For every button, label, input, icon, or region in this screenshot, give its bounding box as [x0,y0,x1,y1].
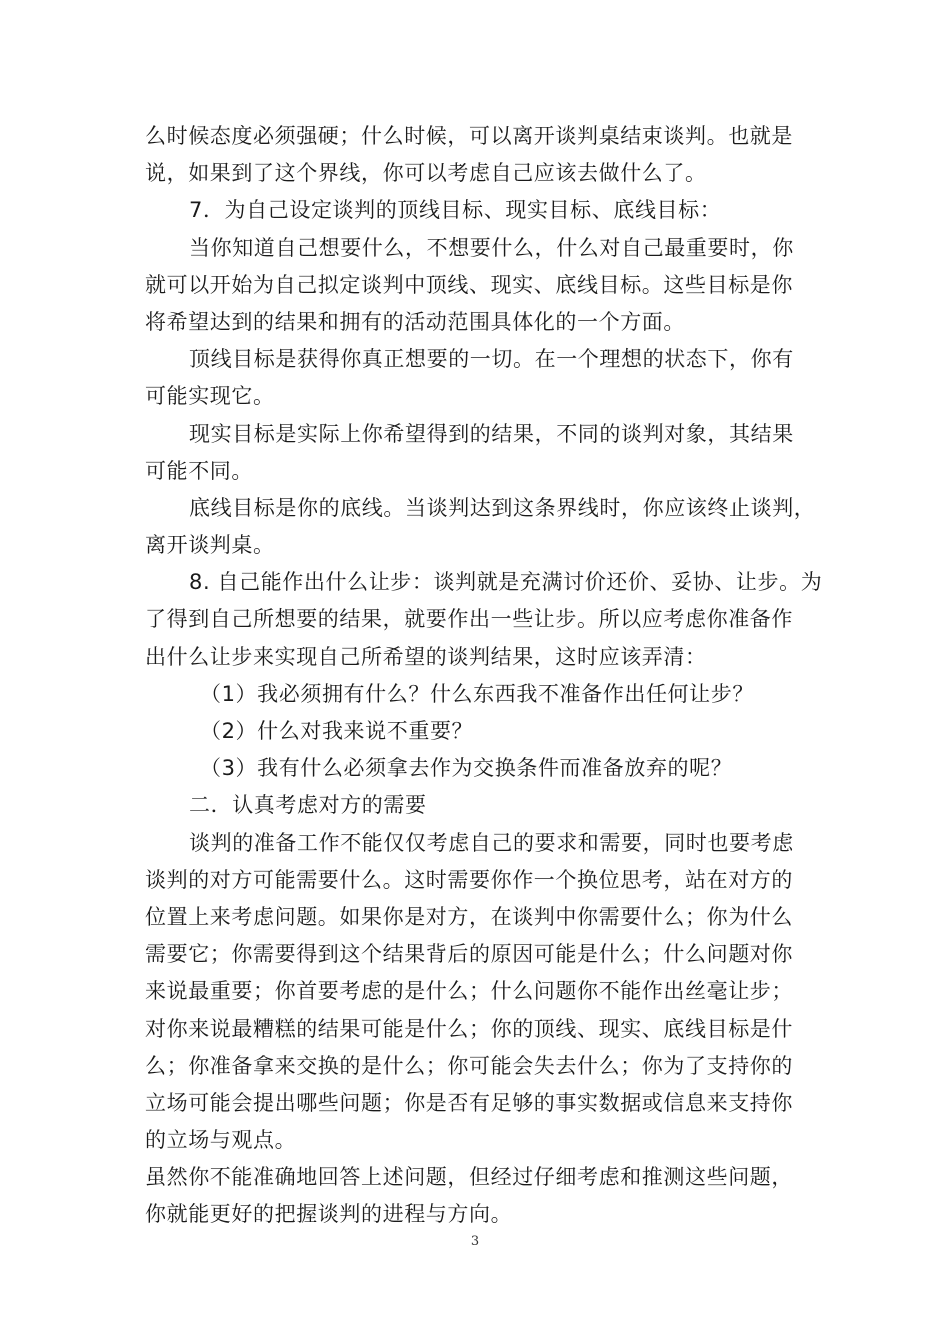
text-line: 位置上来考虑问题。如果你是对方，在谈判中你需要什么；你为什么 [145,904,793,929]
list-item: （2）什么对我来说不重要？ [200,719,474,743]
text-line: 顶线目标是获得你真正想要的一切。在一个理想的状态下，你有 [189,347,794,372]
text-line: 现实目标是实际上你希望得到的结果，不同的谈判对象，其结果 [189,421,794,446]
text-line: 对你来说最糟糕的结果可能是什么；你的顶线、现实、底线目标是什 [145,1016,793,1041]
list-item: （1）我必须拥有什么？什么东西我不准备作出任何让步？ [200,681,754,706]
text-line: 的立场与观点。 [145,1128,297,1153]
text-line: 说，如果到了这个界线，你可以考虑自己应该去做什么了。 [145,161,707,186]
section-heading: 8. 自己能作出什么让步：谈判就是充满讨价还价、妥协、让步。为 [189,570,823,595]
text-line: 需要它；你需要得到这个结果背后的原因可能是什么；什么问题对你 [145,942,793,967]
text-line: 底线目标是你的底线。当谈判达到这条界线时，你应该终止谈判， [189,495,816,520]
text-line: 你就能更好的把握谈判的进程与方向。 [145,1202,513,1227]
list-item: （3）我有什么必须拿去作为交换条件而准备放弃的呢？ [200,756,733,781]
text-line: 可能不同。 [145,458,253,483]
text-line: 离开谈判桌。 [145,533,275,558]
section-heading: 7．为自己设定谈判的顶线目标、现实目标、底线目标： [189,198,722,223]
text-line: 了得到自己所想要的结果，就要作出一些让步。所以应考虑你准备作 [145,607,793,632]
text-line: 就可以开始为自己拟定谈判中顶线、现实、底线目标。这些目标是你 [145,272,793,297]
section-heading: 二．认真考虑对方的需要 [189,793,427,818]
text-line: 么；你准备拿来交换的是什么；你可能会失去什么；你为了支持你的 [145,1053,793,1078]
text-line: 谈判的对方可能需要什么。这时需要你作一个换位思考，站在对方的 [145,867,793,892]
text-line: 么时候态度必须强硬；什么时候，可以离开谈判桌结束谈判。也就是 [145,124,793,148]
text-line: 将希望达到的结果和拥有的活动范围具体化的一个方面。 [145,309,685,334]
body-text [145,118,823,1234]
text-line: 出什么让步来实现自己所希望的谈判结果，这时应该弄清： [145,644,707,669]
text-line: 虽然你不能准确地回答上述问题，但经过仔细考虑和推测这些问题， [145,1165,793,1190]
text-line: 谈判的准备工作不能仅仅考虑自己的要求和需要，同时也要考虑 [189,830,794,855]
text-line: 来说最重要；你首要考虑的是什么；什么问题你不能作出丝毫让步； [145,979,793,1004]
text-line: 立场可能会提出哪些问题；你是否有足够的事实数据或信息来支持你 [145,1090,793,1115]
text-line: 可能实现它。 [145,384,275,409]
text-line: 当你知道自己想要什么，不想要什么，什么对自己最重要时，你 [189,235,794,260]
page-number: 3 [470,1234,480,1249]
